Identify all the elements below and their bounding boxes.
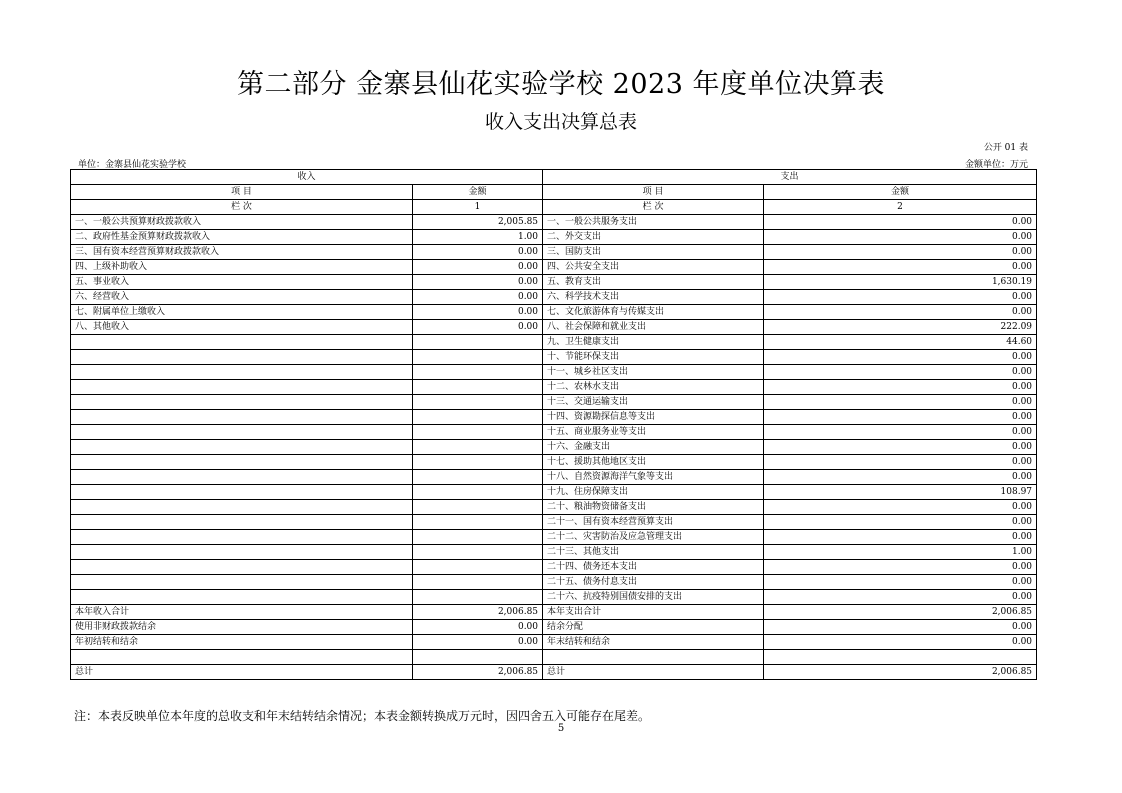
expense-item-cell: 二十一、国有资本经营预算支出 bbox=[543, 515, 764, 530]
expense-amount-cell: 0.00 bbox=[764, 230, 1037, 245]
table-row bbox=[71, 515, 1037, 530]
expense-amount-cell: 0.00 bbox=[764, 215, 1037, 230]
income-amount-cell bbox=[413, 470, 543, 485]
expense-item-cell bbox=[543, 650, 764, 665]
income-amount-cell bbox=[413, 560, 543, 575]
income-amount-cell: 2,006.85 bbox=[413, 605, 543, 620]
income-item-cell bbox=[71, 335, 413, 350]
expense-amount-cell: 0.00 bbox=[764, 620, 1037, 635]
form-number: 公开 01 表 bbox=[983, 143, 1028, 153]
expense-item-cell: 三、国防支出 bbox=[543, 245, 764, 260]
expense-item-cell: 二十五、债务付息支出 bbox=[543, 575, 764, 590]
income-item-cell bbox=[71, 425, 413, 440]
income-column-label: 栏 次 bbox=[71, 200, 413, 215]
expense-amount-cell: 0.00 bbox=[764, 500, 1037, 515]
income-amount-cell bbox=[413, 350, 543, 365]
income-item-cell bbox=[71, 485, 413, 500]
table-row bbox=[71, 335, 1037, 350]
income-amount-cell bbox=[413, 575, 543, 590]
expense-amount-cell: 0.00 bbox=[764, 410, 1037, 425]
table-row bbox=[71, 664, 1037, 679]
expense-amount-cell: 222.09 bbox=[764, 320, 1037, 335]
income-item-cell: 一、一般公共预算财政拨款收入 bbox=[71, 215, 413, 230]
expense-item-cell: 二十三、其他支出 bbox=[543, 545, 764, 560]
expense-amount-cell: 2,006.85 bbox=[764, 664, 1037, 679]
header-row-column-numbers bbox=[71, 200, 1037, 215]
income-amount-cell: 0.00 bbox=[413, 245, 543, 260]
income-amount-cell bbox=[413, 530, 543, 545]
table-row bbox=[71, 635, 1037, 650]
expense-amount-cell: 0.00 bbox=[764, 290, 1037, 305]
expense-column-number: 2 bbox=[764, 200, 1037, 215]
table-row bbox=[71, 350, 1037, 365]
expense-amount-header: 金额 bbox=[764, 185, 1037, 200]
reporting-unit: 单位：金寨县仙花实验学校 bbox=[78, 160, 187, 170]
expense-amount-cell: 0.00 bbox=[764, 530, 1037, 545]
income-item-header: 项 目 bbox=[71, 185, 413, 200]
income-amount-cell: 1.00 bbox=[413, 230, 543, 245]
income-item-cell: 六、经营收入 bbox=[71, 290, 413, 305]
income-item-cell: 三、国有资本经营预算财政拨款收入 bbox=[71, 245, 413, 260]
table-row bbox=[71, 395, 1037, 410]
table-row bbox=[71, 440, 1037, 455]
expense-amount-cell: 108.97 bbox=[764, 485, 1037, 500]
expense-amount-cell: 0.00 bbox=[764, 425, 1037, 440]
header-row-columns bbox=[71, 185, 1037, 200]
expense-item-cell: 十三、交通运输支出 bbox=[543, 395, 764, 410]
table-row bbox=[71, 455, 1037, 470]
expense-item-cell: 十七、援助其他地区支出 bbox=[543, 455, 764, 470]
table-row bbox=[71, 575, 1037, 590]
expense-section-header: 支出 bbox=[543, 170, 1037, 185]
income-item-cell: 五、事业收入 bbox=[71, 275, 413, 290]
income-item-cell: 七、附属单位上缴收入 bbox=[71, 305, 413, 320]
income-amount-cell bbox=[413, 380, 543, 395]
expense-amount-cell: 0.00 bbox=[764, 590, 1037, 605]
income-amount-cell bbox=[413, 590, 543, 605]
income-expense-table bbox=[70, 169, 1037, 680]
expense-item-cell: 十八、自然资源海洋气象等支出 bbox=[543, 470, 764, 485]
table-row bbox=[71, 230, 1037, 245]
expense-item-cell: 十一、城乡社区支出 bbox=[543, 365, 764, 380]
expense-item-cell: 一、一般公共服务支出 bbox=[543, 215, 764, 230]
expense-amount-cell: 2,006.85 bbox=[764, 605, 1037, 620]
footnote: 注：本表反映单位本年度的总收支和年末结转结余情况；本表金额转换成万元时，因四舍五入可能存在尾差。 bbox=[74, 709, 651, 723]
expense-item-cell: 二、外交支出 bbox=[543, 230, 764, 245]
expense-amount-cell bbox=[764, 650, 1037, 665]
expense-amount-cell: 0.00 bbox=[764, 395, 1037, 410]
income-amount-cell bbox=[413, 515, 543, 530]
expense-item-cell: 五、教育支出 bbox=[543, 275, 764, 290]
expense-amount-cell: 0.00 bbox=[764, 245, 1037, 260]
income-amount-cell: 2,006.85 bbox=[413, 664, 543, 679]
expense-item-cell: 二十六、抗疫特别国债安排的支出 bbox=[543, 590, 764, 605]
page-title: 第二部分 金寨县仙花实验学校 2023 年度单位决算表 bbox=[237, 69, 885, 100]
expense-amount-cell: 0.00 bbox=[764, 515, 1037, 530]
income-item-cell bbox=[71, 470, 413, 485]
income-amount-cell bbox=[413, 395, 543, 410]
table-row bbox=[71, 485, 1037, 500]
table-row bbox=[71, 290, 1037, 305]
income-item-cell: 本年收入合计 bbox=[71, 605, 413, 620]
income-amount-cell: 0.00 bbox=[413, 620, 543, 635]
expense-amount-cell: 0.00 bbox=[764, 470, 1037, 485]
expense-amount-cell: 0.00 bbox=[764, 260, 1037, 275]
income-amount-cell: 0.00 bbox=[413, 260, 543, 275]
expense-amount-cell: 44.60 bbox=[764, 335, 1037, 350]
expense-item-cell: 十九、住房保障支出 bbox=[543, 485, 764, 500]
income-amount-cell: 0.00 bbox=[413, 320, 543, 335]
table-row bbox=[71, 365, 1037, 380]
expense-amount-cell: 0.00 bbox=[764, 365, 1037, 380]
expense-item-cell: 八、社会保障和就业支出 bbox=[543, 320, 764, 335]
expense-amount-cell: 0.00 bbox=[764, 440, 1037, 455]
income-amount-cell: 2,005.85 bbox=[413, 215, 543, 230]
expense-amount-cell: 0.00 bbox=[764, 455, 1037, 470]
expense-amount-cell: 0.00 bbox=[764, 575, 1037, 590]
income-section-header: 收入 bbox=[71, 170, 543, 185]
expense-item-header: 项 目 bbox=[543, 185, 764, 200]
expense-amount-cell: 0.00 bbox=[764, 635, 1037, 650]
income-amount-cell bbox=[413, 425, 543, 440]
expense-amount-cell: 1,630.19 bbox=[764, 275, 1037, 290]
table-row bbox=[71, 545, 1037, 560]
income-item-cell bbox=[71, 515, 413, 530]
expense-item-cell: 结余分配 bbox=[543, 620, 764, 635]
table-row bbox=[71, 425, 1037, 440]
table-row bbox=[71, 410, 1037, 425]
income-amount-cell bbox=[413, 545, 543, 560]
expense-item-cell: 九、卫生健康支出 bbox=[543, 335, 764, 350]
income-item-cell bbox=[71, 575, 413, 590]
table-row bbox=[71, 305, 1037, 320]
table-row bbox=[71, 275, 1037, 290]
income-amount-cell bbox=[413, 410, 543, 425]
income-item-cell: 四、上级补助收入 bbox=[71, 260, 413, 275]
income-item-cell bbox=[71, 500, 413, 515]
income-item-cell bbox=[71, 590, 413, 605]
expense-item-cell: 年末结转和结余 bbox=[543, 635, 764, 650]
income-amount-cell bbox=[413, 650, 543, 665]
expense-amount-cell: 0.00 bbox=[764, 350, 1037, 365]
expense-item-cell: 十二、农林水支出 bbox=[543, 380, 764, 395]
income-item-cell: 二、政府性基金预算财政拨款收入 bbox=[71, 230, 413, 245]
expense-amount-cell: 0.00 bbox=[764, 560, 1037, 575]
expense-item-cell: 二十四、债务还本支出 bbox=[543, 560, 764, 575]
income-column-number: 1 bbox=[413, 200, 543, 215]
table-row bbox=[71, 530, 1037, 545]
table-row bbox=[71, 650, 1037, 665]
expense-amount-cell: 1.00 bbox=[764, 545, 1037, 560]
expense-item-cell: 本年支出合计 bbox=[543, 605, 764, 620]
expense-item-cell: 十六、金融支出 bbox=[543, 440, 764, 455]
amount-unit: 金额单位：万元 bbox=[964, 160, 1028, 170]
table-row bbox=[71, 380, 1037, 395]
income-item-cell bbox=[71, 395, 413, 410]
expense-column-label: 栏 次 bbox=[543, 200, 764, 215]
income-item-cell bbox=[71, 380, 413, 395]
income-amount-cell bbox=[413, 485, 543, 500]
expense-item-cell: 六、科学技术支出 bbox=[543, 290, 764, 305]
income-amount-cell bbox=[413, 455, 543, 470]
income-amount-cell: 0.00 bbox=[413, 305, 543, 320]
expense-item-cell: 总计 bbox=[543, 664, 764, 679]
expense-item-cell: 十、节能环保支出 bbox=[543, 350, 764, 365]
income-amount-cell bbox=[413, 440, 543, 455]
income-amount-cell bbox=[413, 500, 543, 515]
income-amount-cell: 0.00 bbox=[413, 635, 543, 650]
income-item-cell: 总计 bbox=[71, 664, 413, 679]
table-row bbox=[71, 260, 1037, 275]
table-row bbox=[71, 215, 1037, 230]
expense-item-cell: 十五、商业服务业等支出 bbox=[543, 425, 764, 440]
table-row bbox=[71, 245, 1037, 260]
income-item-cell: 年初结转和结余 bbox=[71, 635, 413, 650]
table-row bbox=[71, 500, 1037, 515]
income-amount-header: 金额 bbox=[413, 185, 543, 200]
income-amount-cell: 0.00 bbox=[413, 290, 543, 305]
income-item-cell bbox=[71, 545, 413, 560]
expense-item-cell: 十四、资源勘探信息等支出 bbox=[543, 410, 764, 425]
table-row bbox=[71, 620, 1037, 635]
expense-item-cell: 七、文化旅游体育与传媒支出 bbox=[543, 305, 764, 320]
expense-item-cell: 二十、粮油物资储备支出 bbox=[543, 500, 764, 515]
income-item-cell bbox=[71, 650, 413, 665]
expense-item-cell: 二十二、灾害防治及应急管理支出 bbox=[543, 530, 764, 545]
table-row bbox=[71, 470, 1037, 485]
income-item-cell bbox=[71, 560, 413, 575]
page-number: 5 bbox=[557, 723, 565, 734]
table-row bbox=[71, 560, 1037, 575]
income-amount-cell bbox=[413, 365, 543, 380]
income-item-cell bbox=[71, 440, 413, 455]
income-item-cell: 使用非财政拨款结余 bbox=[71, 620, 413, 635]
table-subtitle: 收入支出决算总表 bbox=[484, 111, 637, 133]
expense-amount-cell: 0.00 bbox=[764, 305, 1037, 320]
header-row-sections bbox=[71, 170, 1037, 185]
income-amount-cell bbox=[413, 335, 543, 350]
income-item-cell: 八、其他收入 bbox=[71, 320, 413, 335]
income-item-cell bbox=[71, 365, 413, 380]
income-item-cell bbox=[71, 350, 413, 365]
table-row bbox=[71, 605, 1037, 620]
expense-amount-cell: 0.00 bbox=[764, 380, 1037, 395]
table-row bbox=[71, 320, 1037, 335]
income-amount-cell: 0.00 bbox=[413, 275, 543, 290]
table-row bbox=[71, 590, 1037, 605]
expense-item-cell: 四、公共安全支出 bbox=[543, 260, 764, 275]
income-item-cell bbox=[71, 455, 413, 470]
income-item-cell bbox=[71, 530, 413, 545]
income-item-cell bbox=[71, 410, 413, 425]
